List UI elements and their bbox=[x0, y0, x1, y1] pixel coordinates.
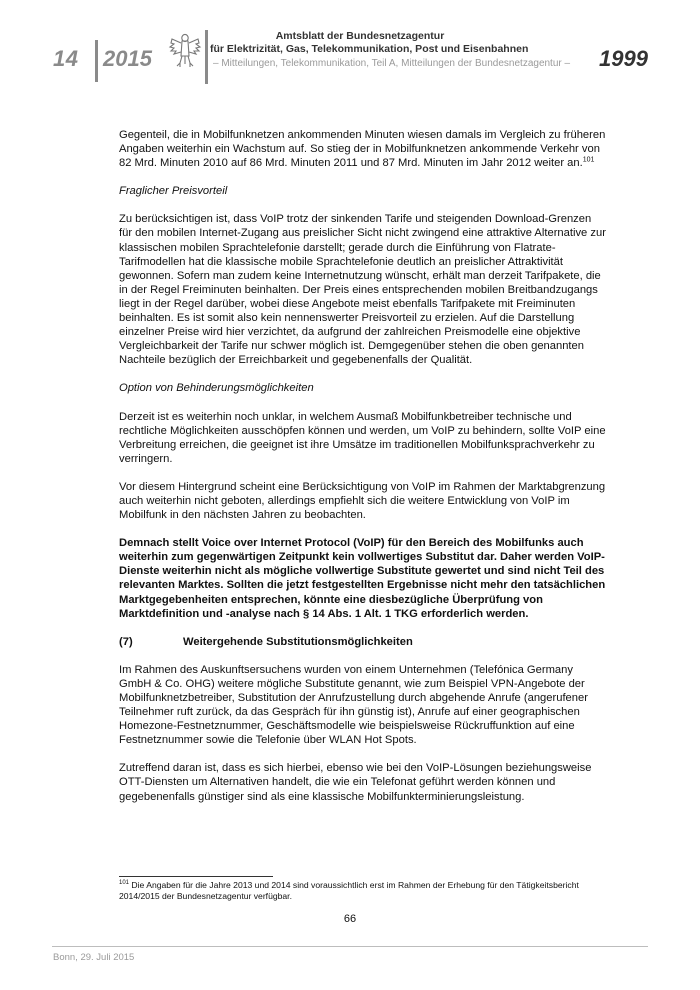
issue-year: 2015 bbox=[103, 46, 152, 71]
gazette-subtitle: für Elektrizität, Gas, Telekommunikation, Post und Eisenbahnen bbox=[210, 43, 529, 55]
paragraph: Vor diesem Hintergrund scheint eine Berücksichtigung von VoIP im Rahmen der Marktabgrenzung auch weiterhin nicht geboten, allerdings empfiehlt sich die weitere Entwicklung von VoIP im Mobilfunk in den nächsten Jahren zu beobachten. bbox=[119, 480, 606, 522]
footnote-divider bbox=[119, 876, 273, 877]
footnote: $^{101}$ Die Angaben für die Jahre 2013 und 2014 sind voraussichtlich erst im Rahmen der Erhebung für den Tätigkeitsbericht 2014/2015 der Bundesnetzagentur verfügbar. bbox=[119, 880, 579, 901]
federal-eagle-icon bbox=[168, 30, 202, 70]
paragraph: Zutreffend daran ist, dass es sich hierbei, ebenso wie bei den VoIP-Lösungen beziehungsweise OTT-Diensten um Alternativen handelt, die wie ein Telefonat geführt werden können und gegebenenfalls günstiger sind als eine klassische Mobilfunkterminierungsleistung. bbox=[119, 762, 592, 803]
gazette-page-number: 1999 bbox=[599, 46, 648, 71]
paragraph: Gegenteil, die in Mobilfunknetzen ankommenden Minuten wiesen damals im Vergleich zu früheren Angaben weiterhin ein Wachstum auf. So stieg der in Mobilfunknetzen ankommende Verkehr von 82 Mrd. Minuten 2010 auf 86 Mrd. Minuten 2011 und 87 Mrd. Minuten im Jahr 2012 weiter an.$^{101}$ bbox=[119, 129, 606, 170]
paragraph: Derzeit ist es weiterhin noch unklar, in welchem Ausmaß Mobilfunkbetreiber technische und rechtliche Möglichkeiten ausschöpfen können und werden, um VoIP zu behindern, sollte VoIP eine Verbreitung erreichen, die geeignet ist ihre Umsätze im traditionellen Mobilfunksprachverkehr zu verringern. bbox=[119, 410, 606, 465]
subheading: Option von Behinderungsmöglichkeiten bbox=[119, 382, 314, 395]
header-divider bbox=[205, 30, 208, 84]
paragraph: Zu berücksichtigen ist, dass VoIP trotz der sinkenden Tarife und steigenden Download-Grenzen für den mobilen Internet-Zugang aus preislicher Sicht nicht zwingend eine attraktive Alternative zur klassischen mobilen Sprachtelefonie darstellt; gerade durch die Einführung von Flatrate-Tarifmodellen hat die klassische mobile Sprachtelefonie deutlich an preislicher Attraktivität gewonnen. Sofern man zudem keine Internetnutzung wünscht, erhält man derzeit Tarifpakete, die in der Regel Freiminuten beinhalten. Der Preis eines entsprechenden mobilen Breitbandzugangs liegt in der Regel darüber, wobei diese Angebote meist ebenfalls Tarifpakete mit Freiminuten beinhalten. Es ist somit also kein nennenswerter Preisvorteil zu erzielen. Auf die Darstellung einzelner Preise wird hier verzichtet, da aufgrund der zahlreichen Preismodelle eine objektive Vergleichbarkeit der Tarife nur schwer möglich ist. Demgegenüber stehen die oben genannten Nachteile bezüglich der Erreichbarkeit und gegebenenfalls der Qualität. bbox=[119, 213, 606, 367]
section-caption: – Mitteilungen, Telekommunikation, Teil A, Mitteilungen der Bundesnetzagentur – bbox=[213, 58, 571, 69]
section-number: (7) bbox=[119, 635, 133, 648]
footer-date: Bonn, 29. Juli 2015 bbox=[53, 952, 135, 963]
footnote-marker: 101 bbox=[119, 880, 130, 887]
section-title: Weitergehende Substitutionsmöglichkeiten bbox=[183, 635, 413, 648]
issue-number: 14 bbox=[53, 46, 79, 71]
gazette-title: Amtsblatt der Bundesnetzagentur bbox=[275, 30, 445, 42]
header-divider bbox=[95, 40, 98, 82]
footer-divider bbox=[52, 946, 648, 947]
paragraph: Im Rahmen des Auskunftsersuchens wurden von einem Unternehmen (Telefónica Germany GmbH & Co. OHG) weitere mögliche Substitute genannt, wie zum Beispiel VPN-Angebote der Mobilfunknetzbetreiber, Substitution der Anrufzustellung durch abgehende Anrufe (angerufener Teilnehmer ruft zurück, da das Gespräch für ihn günstig ist), Anrufe auf einer geographischen Homezone-Festnetznummer, Geschäftsmodelle wie beispielsweise Rückruffunktion auf eine Festnetznummer sowie die Telefonie über WLAN Hot Spots. bbox=[119, 663, 588, 747]
conclusion-paragraph: Demnach stellt Voice over Internet Protocol (VoIP) für den Bereich des Mobilfunks auch weiterhin zum gegenwärtigen Zeitpunkt kein vollwertiges Substitut dar. Daher werden VoIP-Dienste weiterhin nicht als mögliche vollwertige Substitute gewertet und sind nicht Teil des relevanten Marktes. Sollten die jetzt festgestellten Ergebnisse nicht mehr den tatsächlichen Marktgegebenheiten entsprechen, könnte eine diesbezügliche Überprüfung von Marktdefinition und -analyse nach § 14 Abs. 1 Alt. 1 TKG erforderlich werden. bbox=[119, 537, 606, 620]
footnote-ref: 101 bbox=[582, 156, 595, 164]
document-body bbox=[119, 128, 607, 818]
section-heading bbox=[119, 635, 607, 649]
subheading: Fraglicher Preisvorteil bbox=[119, 185, 228, 198]
page-number: 66 bbox=[343, 913, 357, 925]
